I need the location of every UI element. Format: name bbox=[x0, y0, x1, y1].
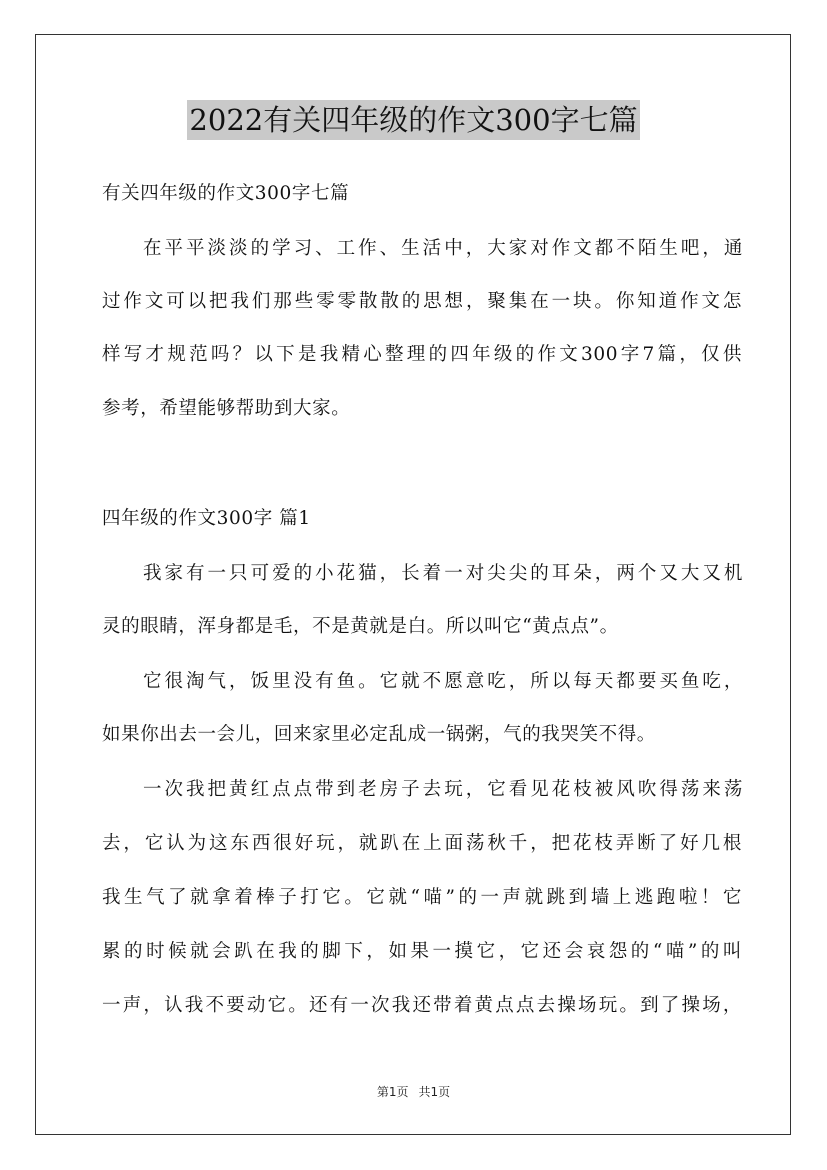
body-line-8: 累的时候就会趴在我的脚下，如果一摸它，它还会哀怨的“喵”的叫 bbox=[102, 941, 742, 962]
section-heading: 四年级的作文300字 篇1 bbox=[102, 508, 311, 529]
intro-line-2: 过作文可以把我们那些零零散散的思想，聚集在一块。你知道作文怎 bbox=[102, 291, 742, 312]
page-total: 共1页 bbox=[418, 1085, 451, 1099]
document-title: 2022有关四年级的作文300字七篇 bbox=[187, 100, 639, 140]
intro-line-1: 在平平淡淡的学习、工作、生活中，大家对作文都不陌生吧，通 bbox=[143, 238, 743, 259]
intro-line-3: 样写才规范吗？以下是我精心整理的四年级的作文300字7篇，仅供 bbox=[102, 344, 742, 365]
body-line-5: 一次我把黄红点点带到老房子去玩，它看见花枝被风吹得荡来荡 bbox=[143, 779, 743, 800]
page-footer bbox=[0, 1083, 827, 1100]
body-line-7: 我生气了就拿着棒子打它。它就“喵”的一声就跳到墙上逃跑啦！它 bbox=[102, 887, 742, 908]
body-line-2: 灵的眼睛，浑身都是毛，不是黄就是白。所以叫它“黄点点”。 bbox=[102, 616, 619, 637]
body-line-9: 一声，认我不要动它。还有一次我还带着黄点点去操场玩。到了操场， bbox=[102, 995, 742, 1016]
body-line-4: 如果你出去一会儿，回来家里必定乱成一锅粥，气的我哭笑不得。 bbox=[102, 724, 656, 745]
body-line-3: 它很淘气，饭里没有鱼。它就不愿意吃，所以每天都要买鱼吃， bbox=[143, 671, 743, 692]
body-line-6: 去，它认为这东西很好玩，就趴在上面荡秋千，把花枝弄断了好几根 bbox=[102, 833, 742, 854]
intro-line-4: 参考，希望能够帮助到大家。 bbox=[102, 398, 351, 419]
document-subtitle: 有关四年级的作文300字七篇 bbox=[102, 183, 350, 204]
page-number: 第1页 bbox=[376, 1085, 409, 1099]
title-container bbox=[0, 100, 827, 140]
body-line-1: 我家有一只可爱的小花猫，长着一对尖尖的耳朵，两个又大又机 bbox=[143, 563, 743, 584]
